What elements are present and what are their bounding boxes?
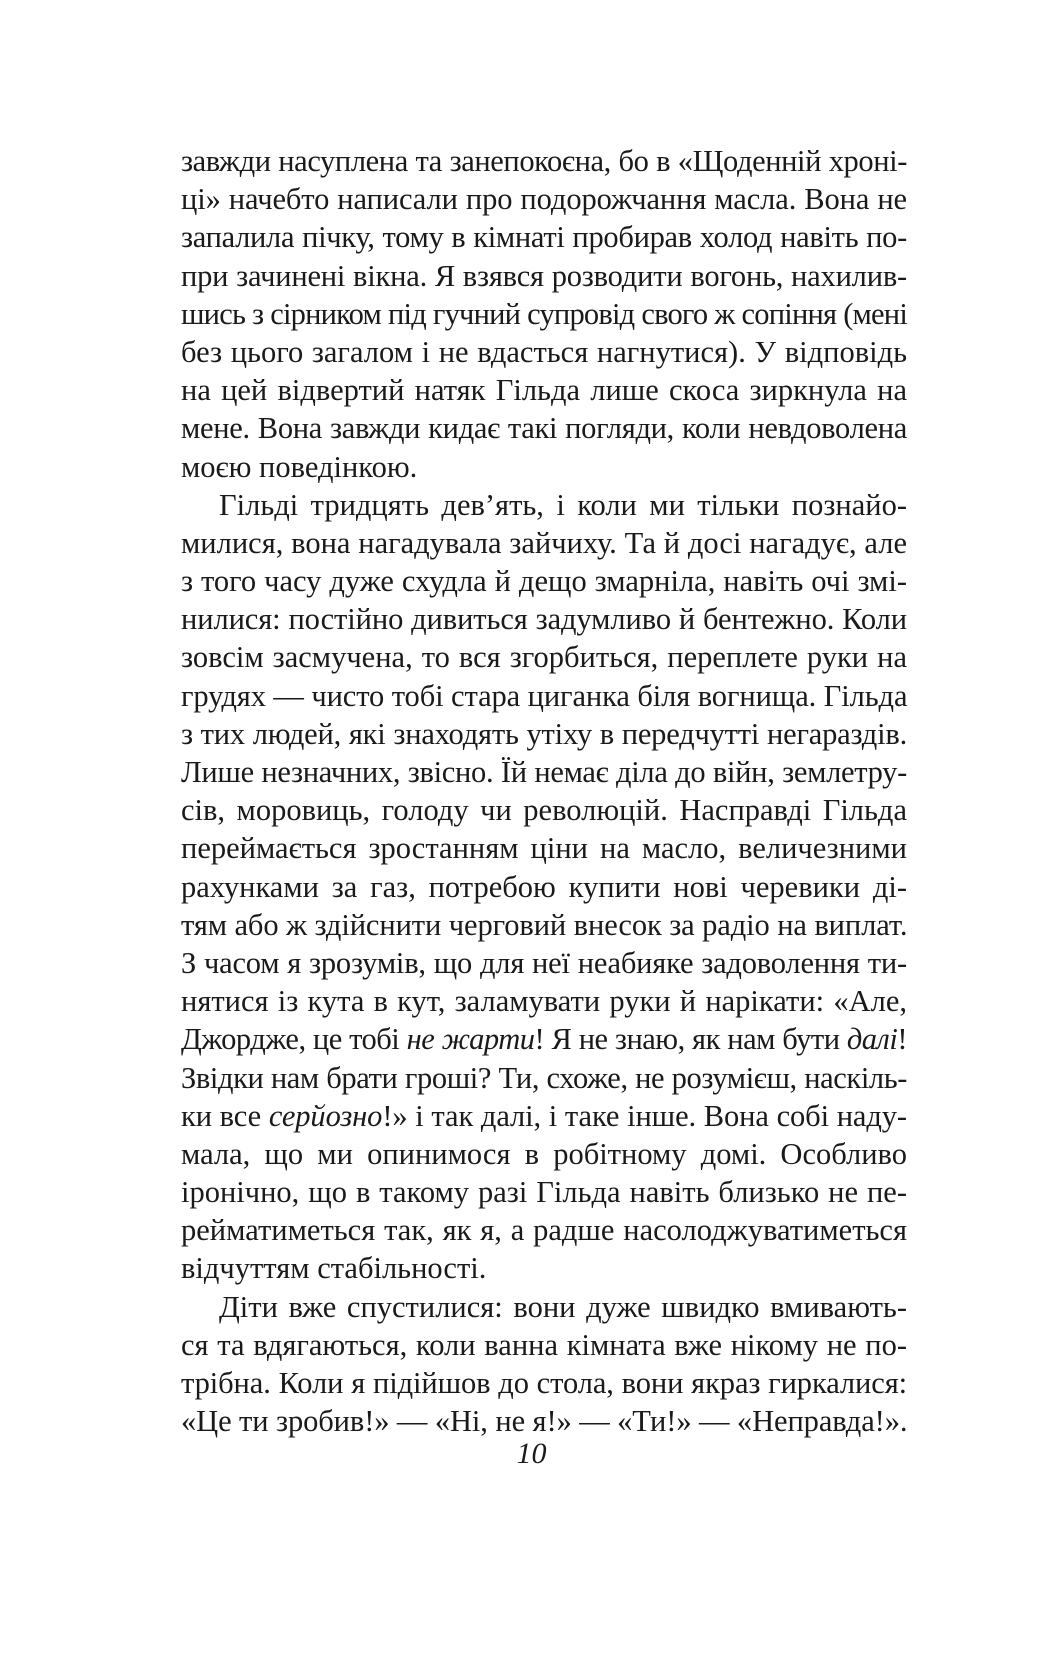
text-line: рейматиметься так, як я, а радше насолоджуватиметься bbox=[181, 1213, 907, 1248]
text-line: переймається зростанням ціни на масло, величезними bbox=[181, 831, 907, 866]
text-line: іронічно, що в такому разі Гільда навіть близько не пе- bbox=[181, 1175, 907, 1210]
text-line: сів, моровиць, голоду чи революцій. Насправді Гільда bbox=[181, 793, 907, 828]
text-line: завжди насуплена та занепокоєна, бо в «Щоденній хроні- bbox=[181, 144, 907, 178]
text-line: без цього загалом і не вдасться нагнутися). У відповідь bbox=[181, 334, 907, 369]
italic-emphasis: не жарти bbox=[406, 1022, 535, 1057]
text-line: мала, що ми опинимося в робітному домі. Особливо bbox=[181, 1136, 907, 1171]
text-run: !» і так далі, і таке інше. Вона собі наду- bbox=[382, 1098, 907, 1133]
text-line bbox=[181, 1097, 907, 1135]
page-number: 10 bbox=[516, 1437, 547, 1470]
text-line: З часом я зрозумів, що для неї неабияке задоволення ти- bbox=[181, 945, 907, 980]
text-line: запалила пічку, тому в кімнаті пробирав холод навіть по- bbox=[181, 220, 907, 255]
text-line: при зачинені вікна. Я взявся розводити вогонь, нахилив- bbox=[181, 258, 907, 293]
text-line: грудях — чисто тобі стара циганка біля вогнища. Гільда bbox=[181, 678, 908, 713]
text-line: шись з сірником під гучний супровід свого ж сопіння (мені bbox=[181, 296, 907, 331]
text-line: моєю поведінкою. bbox=[181, 449, 418, 484]
text-line: на цей відвертий натяк Гільда лише скоса зиркнула на bbox=[181, 373, 907, 408]
text-line: Звідки нам брати гроші? Ти, схоже, не розумієш, наскіль- bbox=[181, 1060, 907, 1095]
text-line: ці» начебто написали про подорожчання масла. Вона не bbox=[181, 182, 907, 217]
italic-emphasis: серйозно bbox=[268, 1098, 383, 1133]
body-text bbox=[181, 142, 907, 1440]
italic-emphasis: далі bbox=[846, 1022, 898, 1057]
text-run: Джордже, це тобі bbox=[181, 1022, 407, 1057]
text-line: з тих людей, які знаходять утіху в передчутті негараздів. bbox=[181, 716, 907, 751]
text-line: нятися із кута в кут, заламувати руки й нарікати: «Але, bbox=[181, 984, 907, 1019]
text-line: Діти вже спустилися: вони дуже швидко вмивають- bbox=[219, 1289, 907, 1324]
text-line: Лише незначних, звісно. Їй немає діла до війн, землетру- bbox=[181, 755, 907, 789]
text-line: рахунками за газ, потребою купити нові черевики ді- bbox=[181, 869, 907, 904]
text-line bbox=[181, 1020, 907, 1058]
text-line: мене. Вона завжди кидає такі погляди, коли невдоволена bbox=[181, 411, 907, 446]
text-line: зовсім засмучена, то вся згорбиться, переплете руки на bbox=[181, 640, 907, 675]
text-line: тям або ж здійснити черговий внесок за радіо на виплат. bbox=[181, 907, 908, 942]
text-line: з того часу дуже схудла й дещо змарніла, навіть очі змі- bbox=[181, 564, 907, 599]
text-run: ки все bbox=[181, 1098, 269, 1133]
text-line: нилися: постійно дивиться задумливо й бентежно. Коли bbox=[181, 602, 907, 637]
text-line: «Це ти зробив!» — «Ні, не я!» — «Ти!» — «Неправда!». bbox=[181, 1404, 908, 1439]
text-line: Гільді тридцять дев’ять, і коли ми тільки познайо- bbox=[219, 487, 907, 522]
text-line: трібна. Коли я підійшов до стола, вони якраз гиркалися: bbox=[181, 1366, 907, 1400]
text-run: ! Я не знаю, як нам бути bbox=[534, 1022, 847, 1057]
text-line: ся та вдягаються, коли ванна кімната вже нікому не по- bbox=[181, 1327, 907, 1362]
text-line: відчуттям стабільності. bbox=[181, 1251, 487, 1286]
text-line: милися, вона нагадувала зайчиху. Та й досі нагадує, але bbox=[181, 525, 907, 560]
text-run: ! bbox=[897, 1022, 907, 1057]
